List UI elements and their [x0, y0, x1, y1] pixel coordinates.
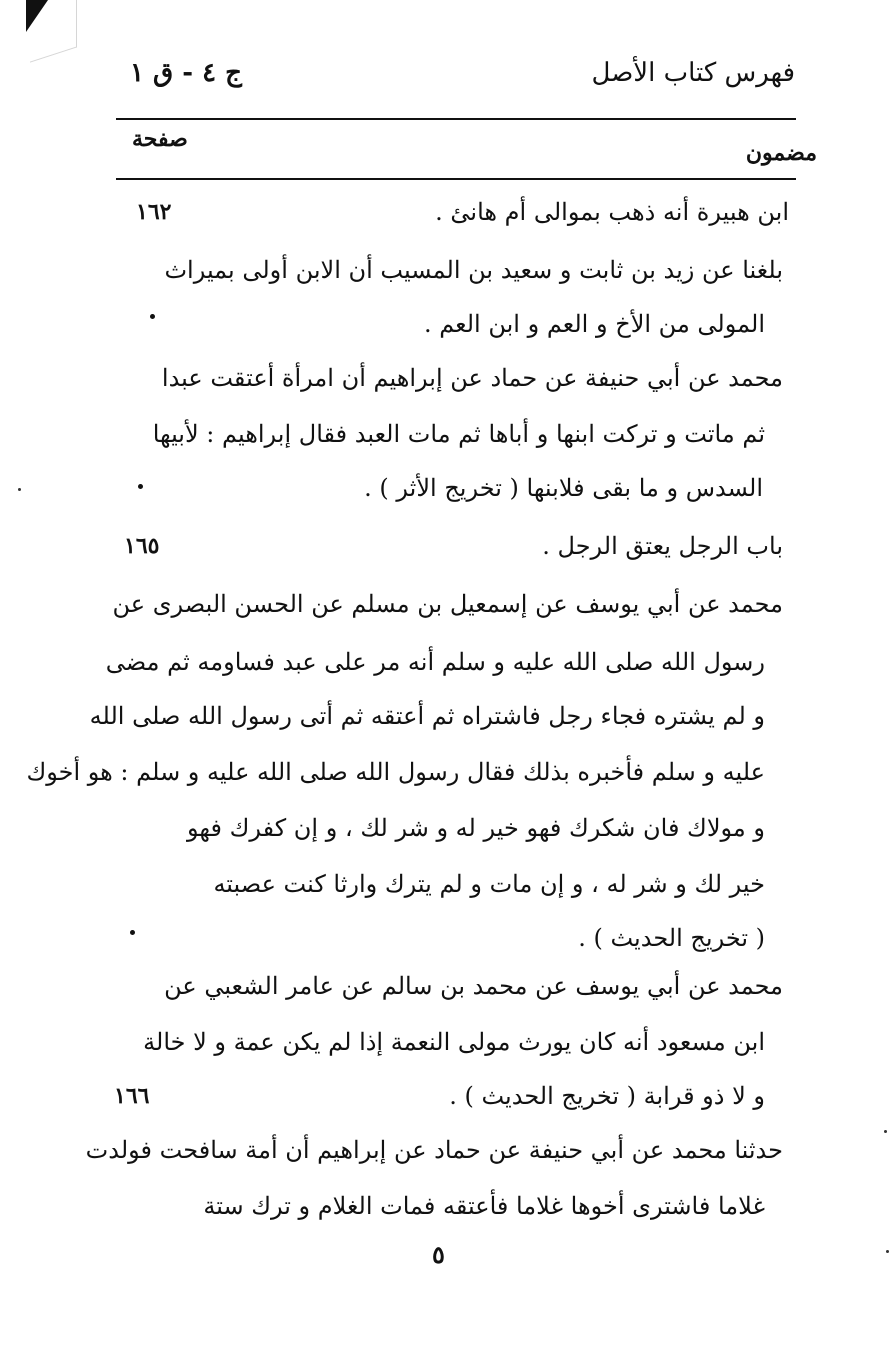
- header-part: ج ٤ - ق ١: [130, 58, 242, 88]
- text-line: ابن هبيرة أنه ذهب بموالى أم هانئ .: [435, 198, 789, 226]
- bullet-mark: [138, 484, 143, 489]
- text-line: محمد عن أبي يوسف عن محمد بن سالم عن عامر الشعبي عن: [164, 972, 783, 1000]
- scan-speck: [18, 488, 21, 491]
- section-heading: باب الرجل يعتق الرجل .: [542, 532, 783, 560]
- page-header: [130, 58, 795, 100]
- text-line: محمد عن أبي يوسف عن إسمعيل بن مسلم عن الحسن البصرى عن: [112, 590, 783, 618]
- text-line: ابن مسعود أنه كان يورث مولى النعمة إذا لم يكن عمة و لا خالة: [143, 1028, 765, 1056]
- text-line: خير لك و شر له ، و إن مات و لم يترك وارثا كنت عصبته: [213, 870, 765, 898]
- text-line: رسول الله صلى الله عليه و سلم أنه مر على عبد فساومه ثم مضى: [105, 648, 765, 676]
- footer-page-number: ٥: [432, 1240, 445, 1269]
- bullet-mark: [130, 930, 135, 935]
- header-rule: [116, 118, 796, 120]
- text-line: و لم يشتره فجاء رجل فاشتراه ثم أعتقه ثم أتى رسول الله صلى الله: [89, 702, 765, 730]
- scan-speck: [884, 1130, 887, 1133]
- text-line: و مولاك فان شكرك فهو خير له و شر لك ، و إن كفرك فهو: [187, 814, 765, 842]
- text-line: ثم ماتت و تركت ابنها و أباها ثم مات العبد فقال إبراهيم : لأبيها: [152, 420, 765, 448]
- text-line: عليه و سلم فأخبره بذلك فقال رسول الله صلى الله عليه و سلم : هو أخوك: [26, 758, 765, 786]
- text-line: السدس و ما بقى فلابنها ( تخريج الأثر ) .: [364, 474, 763, 502]
- column-page: صفحة: [132, 126, 188, 152]
- scan-speck: [886, 1250, 889, 1253]
- text-line: حدثنا محمد عن أبي حنيفة عن حماد عن إبراهيم أن أمة سافحت فولدت: [85, 1136, 783, 1164]
- column-contents: مضمون: [745, 140, 817, 166]
- page-number: ١٦٥: [124, 533, 160, 559]
- page-number: ١٦٦: [114, 1083, 150, 1109]
- header-title: فهرس كتاب الأصل: [591, 58, 795, 88]
- text-line: بلغنا عن زيد بن ثابت و سعيد بن المسيب أن الابن أولى بميراث: [164, 256, 783, 284]
- text-line: محمد عن أبي حنيفة عن حماد عن إبراهيم أن امرأة أعتقت عبدا: [161, 364, 783, 392]
- text-line: غلاما فاشترى أخوها غلاما فأعتقه فمات الغلام و ترك ستة: [203, 1192, 765, 1220]
- column-rule: [116, 178, 796, 180]
- text-line: و لا ذو قرابة ( تخريج الحديث ) .: [449, 1082, 765, 1110]
- text-line: المولى من الأخ و العم و ابن العم .: [423, 310, 765, 338]
- text-line: ( تخريج الحديث ) .: [578, 924, 765, 952]
- page-number: ١٦٢: [136, 199, 172, 225]
- bullet-mark: [150, 314, 155, 319]
- page-fold: [30, 0, 77, 63]
